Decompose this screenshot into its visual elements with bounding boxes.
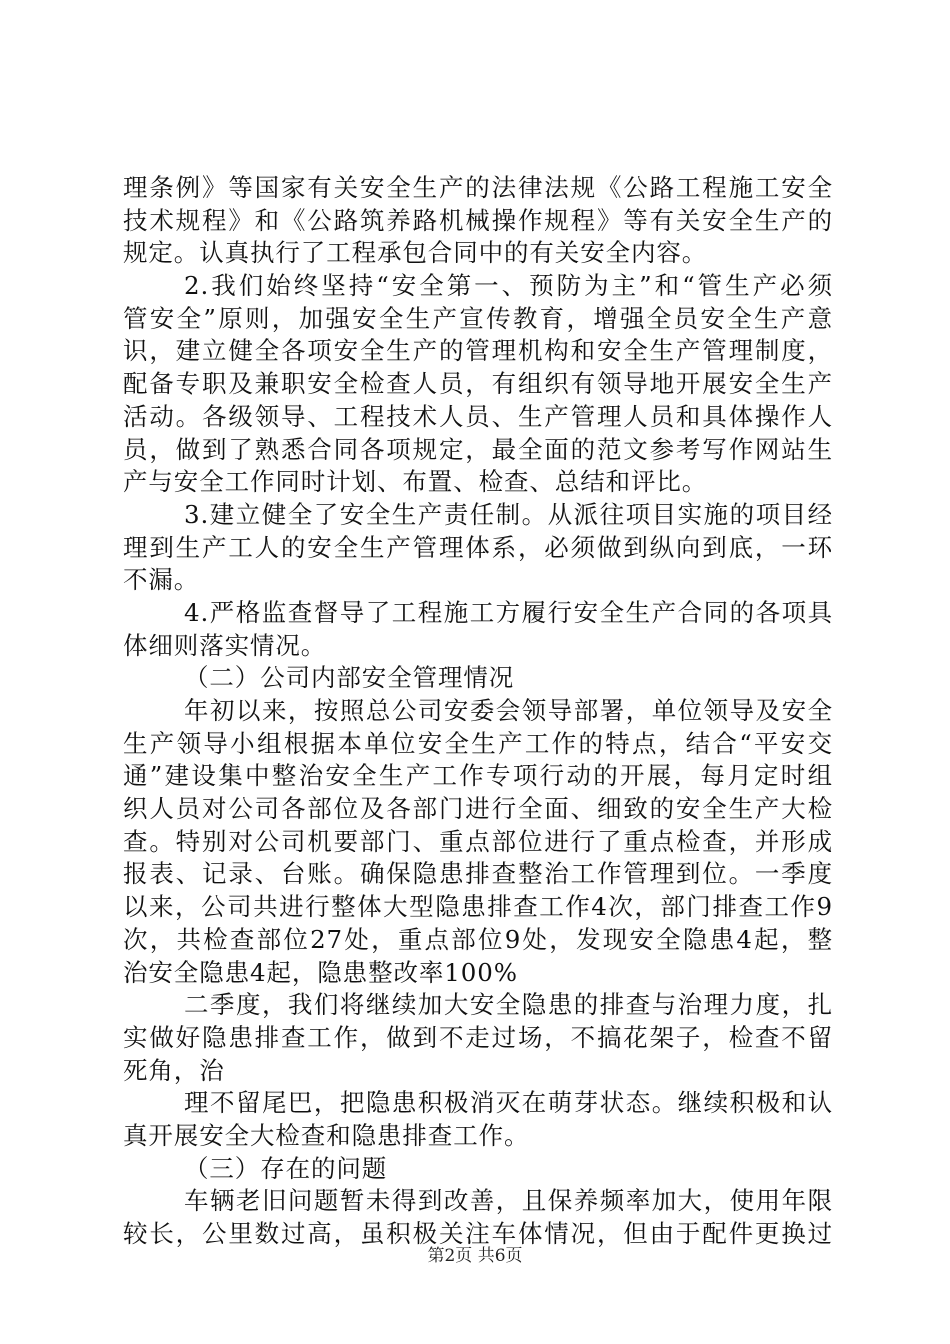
text-line: 体细则落实情况。 [123,630,327,660]
text-line: （二）公司内部安全管理情况 [184,663,515,693]
text-line: 报表、记录、台账。确保隐患排查整治工作管理到位。一季度 [123,859,833,889]
text-line: 识，建立健全各项安全生产的管理机构和安全生产管理制度， [123,336,833,366]
document-body [123,172,833,1251]
text-line: 查。特别对公司机要部门、重点部位进行了重点检查，并形成 [123,826,833,856]
text-line: （三）存在的问题 [184,1153,388,1183]
text-line: 理不留尾巴，把隐患积极消灭在萌芽状态。继续积极和认 [184,1088,833,1118]
text-line: 生产领导小组根据本单位安全生产工作的特点，结合“平安交 [123,728,833,758]
text-line: 理到生产工人的安全生产管理体系，必须做到纵向到底，一环 [123,532,833,562]
text-line: 织人员对公司各部位及各部门进行全面、细致的安全生产大检 [123,794,833,824]
text-line: 年初以来，按照总公司安委会领导部署，单位领导及安全 [184,696,833,725]
page-footer: 第2页 共6页 [427,1246,523,1266]
text-line: 技术规程》和《公路筑养路机械操作规程》等有关安全生产的 [123,205,833,235]
text-line: 实做好隐患排查工作，做到不走过场，不搞花架子，检查不留 [123,1022,833,1052]
text-line: 3.建立健全了安全生产责任制。从派往项目实施的项目经 [184,499,833,529]
text-line: 活动。各级领导、工程技术人员、生产管理人员和具体操作人 [123,401,833,431]
text-line: 员，做到了熟悉合同各项规定，最全面的范文参考写作网站生 [123,434,833,464]
text-line: 管安全”原则，加强安全生产宣传教育，增强全员安全生产意 [123,303,833,333]
text-line: 二季度，我们将继续加大安全隐患的排查与治理力度，扎 [184,990,833,1020]
text-line: 车辆老旧问题暂未得到改善，且保养频率加大，使用年限 [184,1186,833,1216]
text-line: 次，共检查部位27处，重点部位9处，发现安全隐患4起，整 [123,924,833,954]
text-line: 2.我们始终坚持“安全第一、预防为主”和“管生产必须 [184,271,833,301]
text-line: 不漏。 [123,565,200,595]
text-line: 4.严格监查督导了工程施工方履行安全生产合同的各项具 [184,597,833,627]
text-line: 以来，公司共进行整体大型隐患排查工作4次，部门排查工作9 [123,892,833,922]
text-line: 较长，公里数过高，虽积极关注车体情况，但由于配件更换过 [123,1219,833,1248]
text-line: 产与安全工作同时计划、布置、检查、总结和评比。 [123,467,708,497]
text-line: 治安全隐患4起，隐患整改率100% [123,957,518,987]
text-line: 真开展安全大检查和隐患排查工作。 [123,1120,530,1150]
text-line: 理条例》等国家有关安全生产的法律法规《公路工程施工安全 [123,173,833,202]
text-line: 配备专职及兼职安全检查人员，有组织有领导地开展安全生产 [123,369,833,399]
text-line: 通”建设集中整治安全生产工作专项行动的开展，每月定时组 [123,761,833,791]
text-line: 死角，治 [123,1055,225,1085]
text-line: 规定。认真执行了工程承包合同中的有关安全内容。 [123,238,708,268]
